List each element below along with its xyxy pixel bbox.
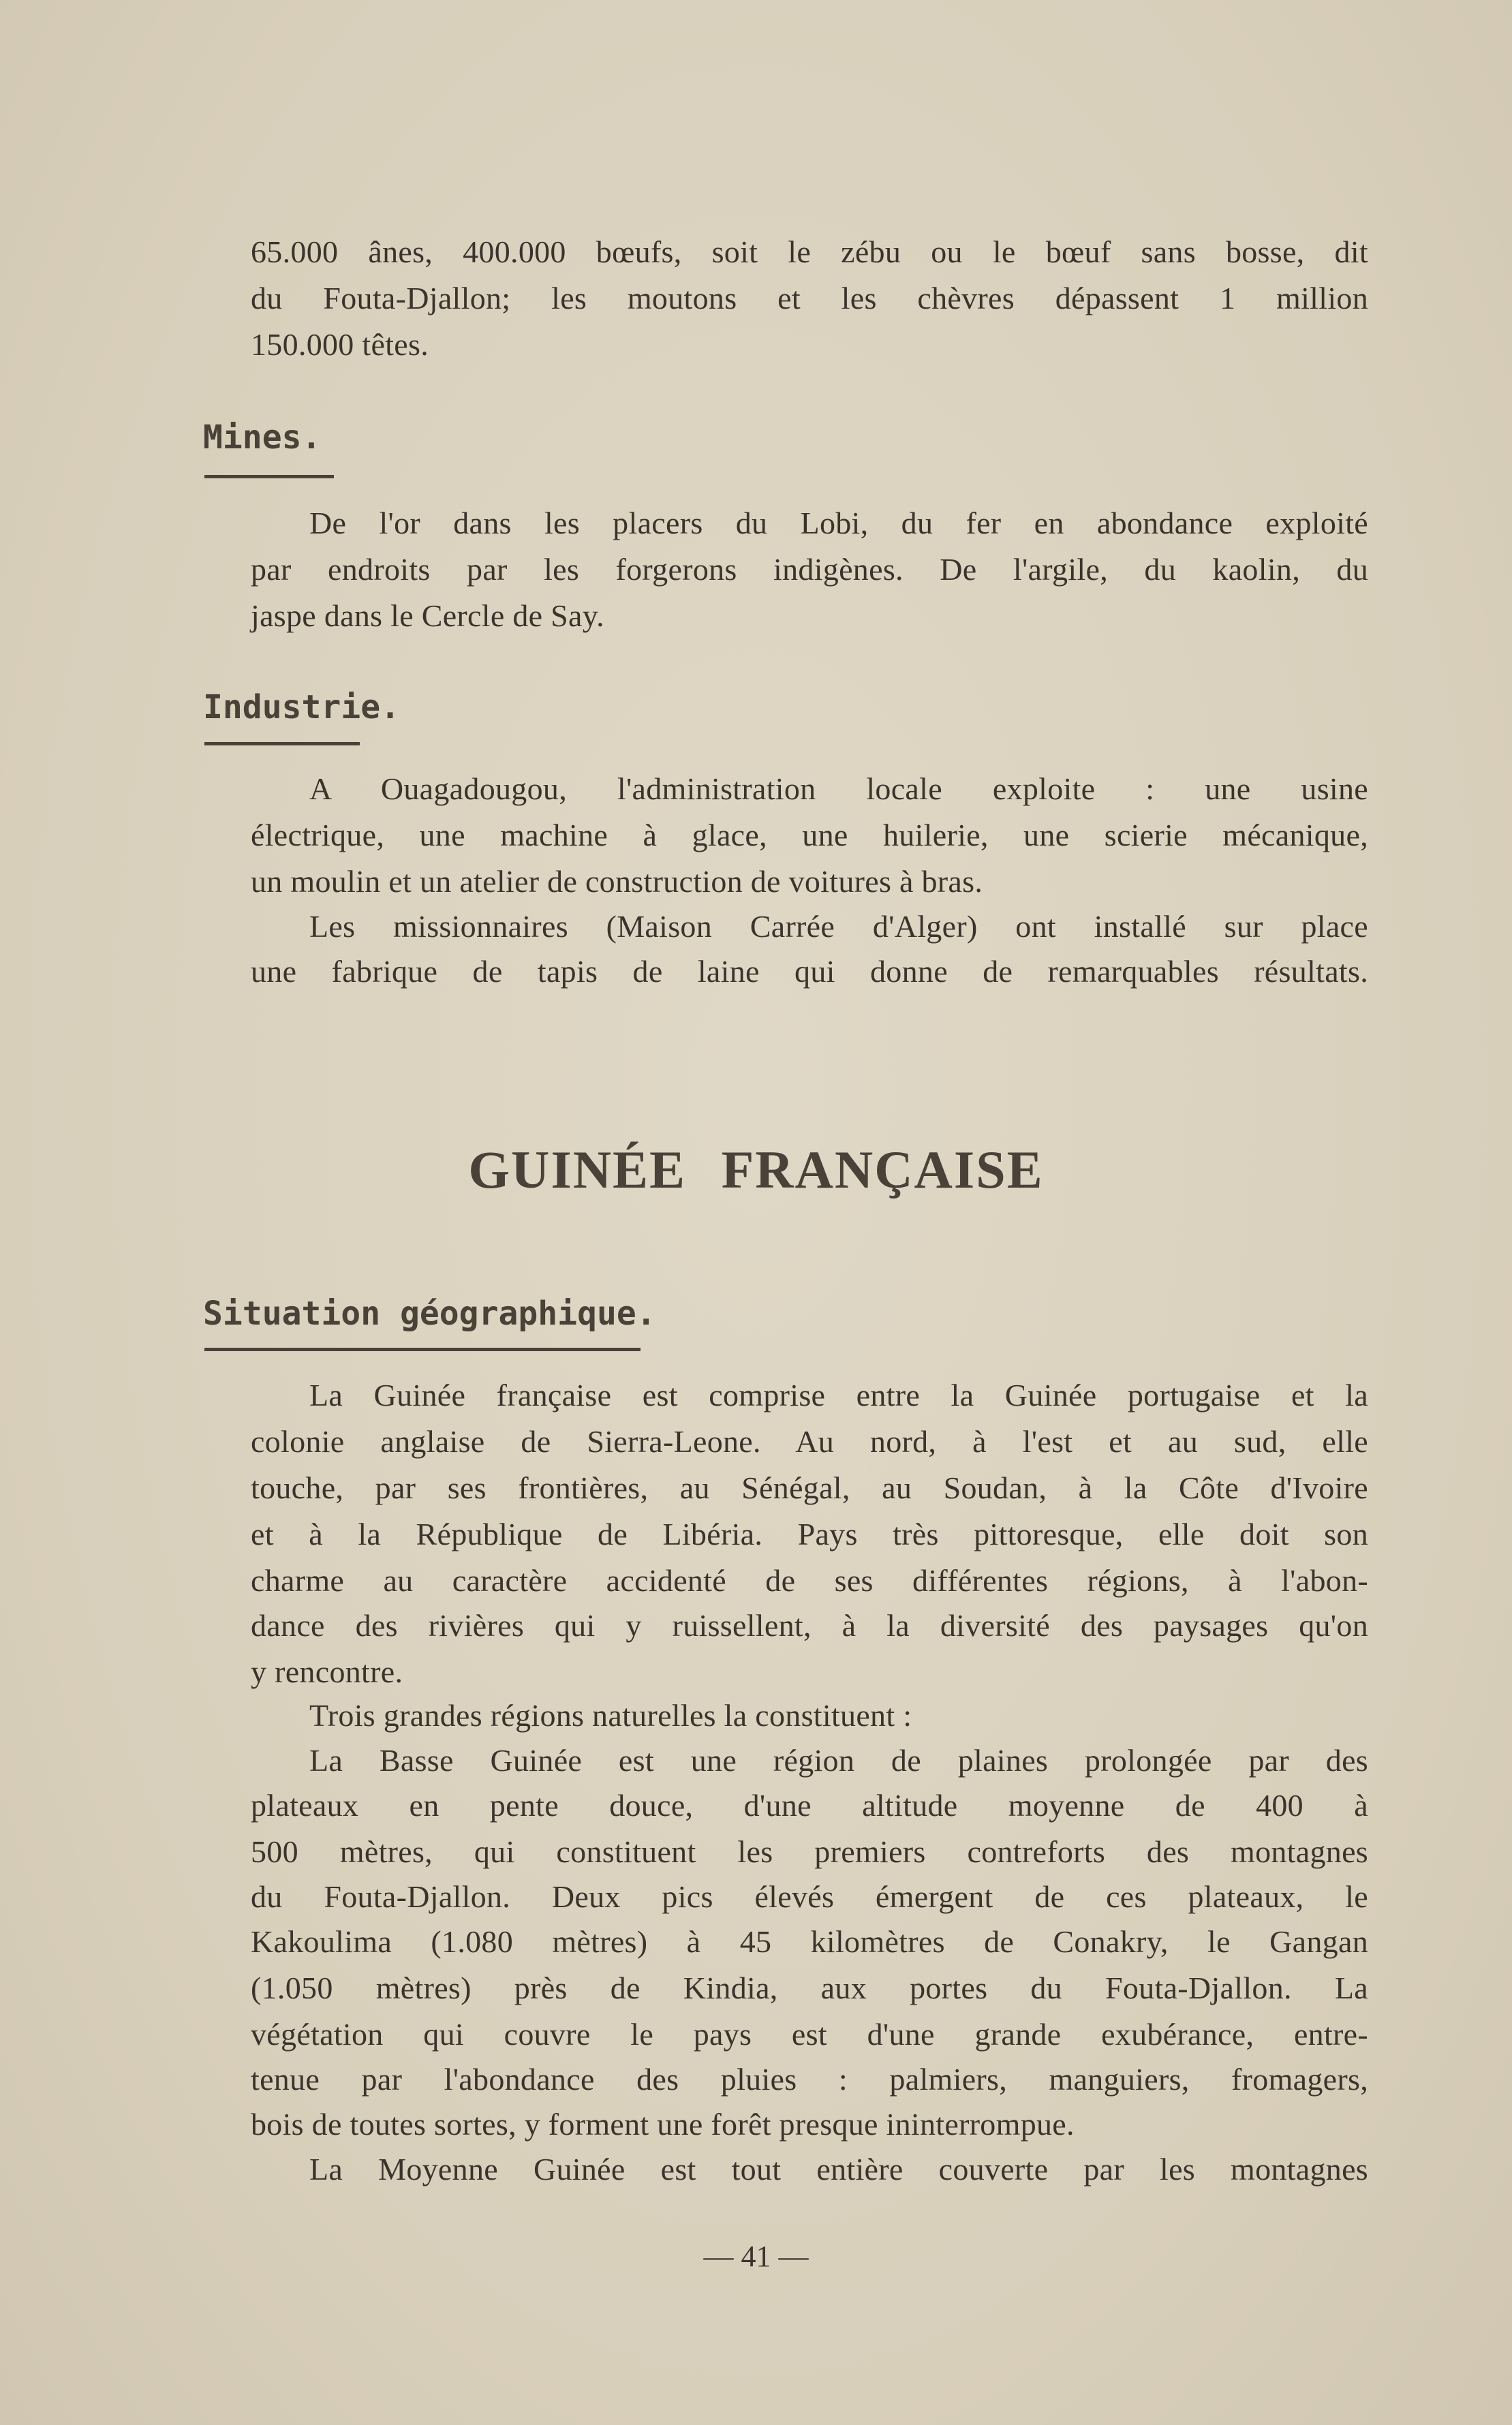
text-line: y rencontre. (251, 1654, 403, 1689)
heading-underline (204, 1348, 641, 1351)
heading-underline (204, 742, 360, 745)
text-line: Kakoulima (1.080 mètres) à 45 kilomètres de Conakry, le Gangan (251, 1924, 1368, 1959)
page-number: — 41 — (703, 2240, 809, 2273)
text-line: La Guinée française est comprise entre la Guinée portugaise et la (309, 1378, 1368, 1412)
text-line: jaspe dans le Cercle de Say. (251, 598, 604, 633)
text-line: colonie anglaise de Sierra-Leone. Au nord, à l'est et au sud, elle (251, 1424, 1368, 1459)
text-line: plateaux en pente douce, d'une altitude moyenne de 400 à (251, 1788, 1368, 1823)
section-title: GUINÉE FRANÇAISE (468, 1140, 1044, 1199)
text-line: du Fouta-Djallon. Deux pics élevés émergent de ces plateaux, le (251, 1879, 1368, 1914)
text-line: touche, par ses frontières, au Sénégal, au Soudan, à la Côte d'Ivoire (251, 1470, 1368, 1505)
text-line: et à la République de Libéria. Pays très pittoresque, elle doit son (251, 1517, 1368, 1551)
text-line: De l'or dans les placers du Lobi, du fer en abondance exploité (309, 506, 1368, 540)
text-line: 150.000 têtes. (251, 327, 429, 362)
text-line: (1.050 mètres) près de Kindia, aux portes du Fouta-Djallon. La (251, 1971, 1368, 2005)
text-line: une fabrique de tapis de laine qui donne de remarquables résultats. (251, 954, 1368, 989)
text-line: La Basse Guinée est une région de plaines prolongée par des (309, 1743, 1368, 1778)
text-line: tenue par l'abondance des pluies : palmiers, manguiers, fromagers, (251, 2062, 1368, 2097)
section-heading: Mines. (203, 418, 322, 457)
text-line: 500 mètres, qui constituent les premiers contreforts des montagnes (251, 1834, 1368, 1869)
text-line: végétation qui couvre le pays est d'une grande exubérance, entre- (251, 2017, 1368, 2052)
section-heading: Industrie. (203, 688, 400, 726)
text-line: 65.000 ânes, 400.000 bœufs, soit le zébu ou le bœuf sans bosse, dit (251, 234, 1368, 269)
heading-underline (204, 475, 334, 478)
text-line: par endroits par les forgerons indigènes. De l'argile, du kaolin, du (251, 552, 1368, 587)
text-line: charme au caractère accidenté de ses différentes régions, à l'abon- (251, 1563, 1368, 1598)
text-line: un moulin et un atelier de construction de voitures à bras. (251, 864, 983, 899)
text-line: La Moyenne Guinée est tout entière couverte par les montagnes (309, 2152, 1368, 2187)
section-heading: Situation géographique. (203, 1295, 656, 1333)
text-line: dance des rivières qui y ruissellent, à la diversité des paysages qu'on (251, 1608, 1368, 1643)
text-line: Trois grandes régions naturelles la constituent : (309, 1698, 912, 1733)
text-line: du Fouta-Djallon; les moutons et les chèvres dépassent 1 million (251, 281, 1368, 315)
text-line: électrique, une machine à glace, une huilerie, une scierie mécanique, (251, 818, 1368, 852)
text-line: bois de toutes sortes, y forment une forêt presque ininterrompue. (251, 2107, 1075, 2142)
text-line: Les missionnaires (Maison Carrée d'Alger) ont installé sur place (309, 909, 1368, 944)
text-line: A Ouagadougou, l'administration locale exploite : une usine (309, 771, 1368, 806)
